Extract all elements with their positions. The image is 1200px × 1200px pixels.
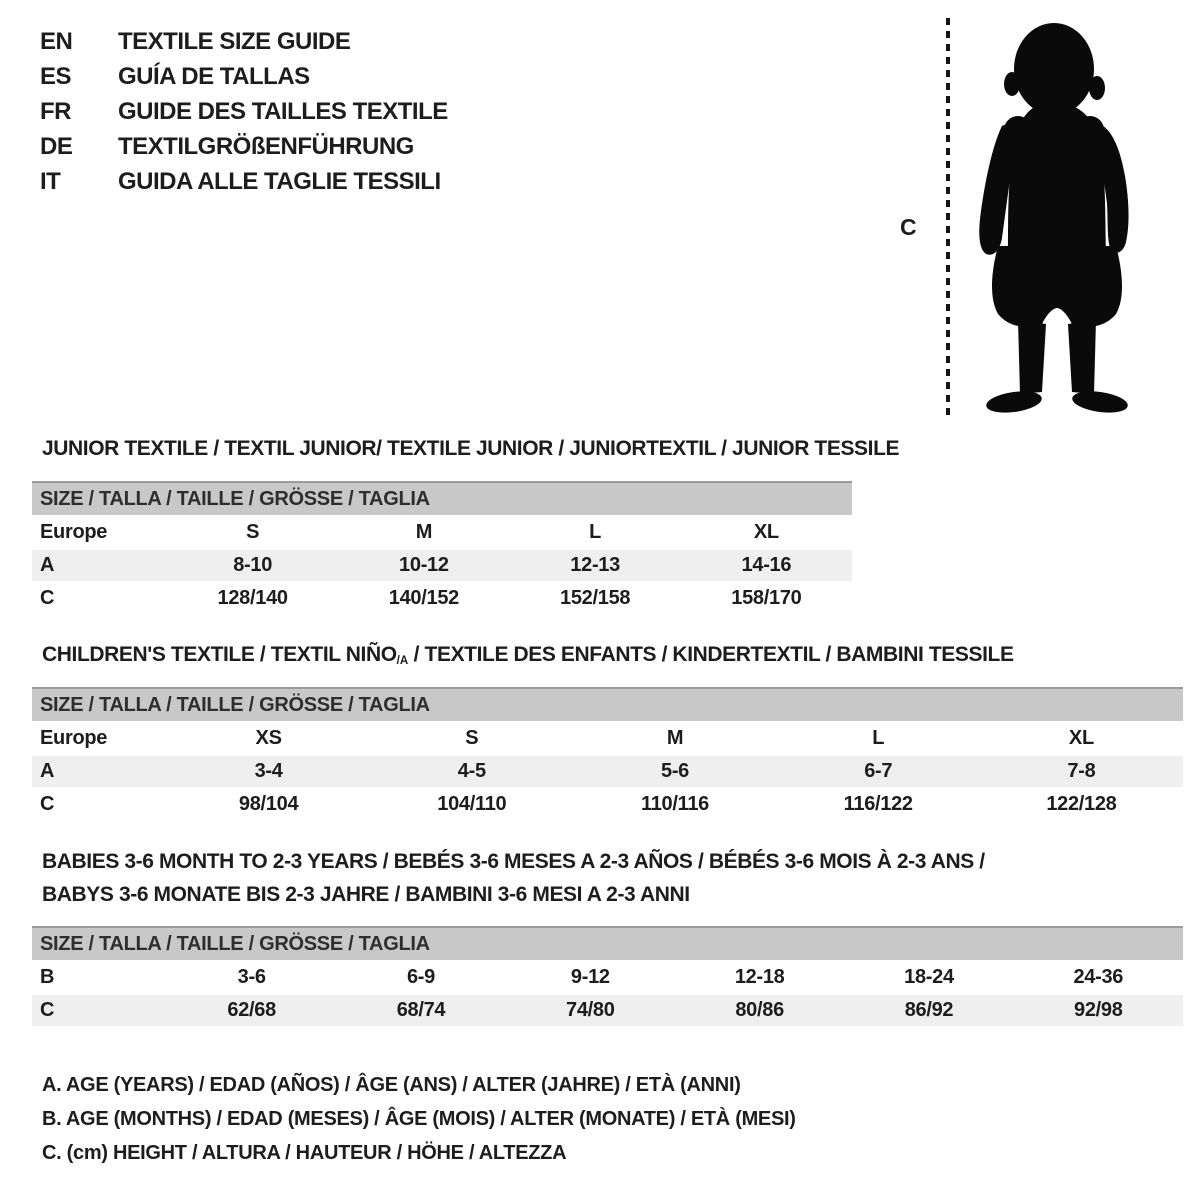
- height-cell: 86/92: [904, 999, 954, 1021]
- table-row: [32, 995, 1183, 1026]
- junior-size-table: [32, 481, 852, 614]
- age-cell: 7-8: [1067, 760, 1096, 782]
- height-cell: 122/128: [1046, 793, 1117, 815]
- legend-line-c: C. (cm) HEIGHT / ALTURA / HAUTEUR / HÖHE / ALTEZZA: [42, 1142, 567, 1164]
- age-cell: 12-13: [570, 554, 620, 576]
- height-cell: 98/104: [238, 793, 299, 815]
- children-title-pre: CHILDREN'S TEXTILE / TEXTIL NIÑO: [42, 643, 397, 666]
- table-row: [32, 517, 852, 548]
- height-cell: 158/170: [731, 587, 802, 609]
- children-size-table: [32, 687, 1183, 820]
- row-label: C: [40, 999, 55, 1021]
- lang-code: DE: [40, 133, 73, 160]
- row-label: Europe: [40, 521, 108, 543]
- table-row: [32, 789, 1183, 820]
- table-row: [32, 550, 852, 581]
- table-row: [32, 962, 1183, 993]
- legend-line-b: B. AGE (MONTHS) / EDAD (MESES) / ÂGE (MOIS) / ALTER (MONATE) / ETÀ (MESI): [42, 1108, 796, 1130]
- size-cell: L: [872, 727, 885, 749]
- height-cell: 116/122: [843, 793, 913, 815]
- children-size-header-bar: SIZE / TALLA / TAILLE / GRÖSSE / TAGLIA: [32, 687, 1183, 721]
- lang-code: EN: [40, 28, 73, 55]
- age-cell: 14-16: [741, 554, 792, 576]
- row-label: C: [40, 587, 55, 609]
- height-measure-label: C: [900, 214, 917, 240]
- babies-size-table: [32, 926, 1183, 1026]
- age-cell: 3-4: [254, 760, 283, 782]
- lang-row-es: [40, 65, 448, 89]
- table-row: [32, 723, 1183, 754]
- table-row: [32, 583, 852, 614]
- table-row: [32, 756, 1183, 787]
- age-cell: 9-12: [570, 966, 610, 988]
- size-cell: M: [666, 727, 684, 749]
- lang-title: GUIDE DES TAILLES TEXTILE: [118, 98, 448, 125]
- height-cell: 140/152: [388, 587, 459, 609]
- age-cell: 3-6: [237, 966, 266, 988]
- lang-code: FR: [40, 98, 71, 125]
- lang-row-de: [40, 135, 448, 159]
- size-cell: M: [415, 521, 433, 543]
- row-label: C: [40, 793, 55, 815]
- height-dashed-line: [946, 18, 950, 418]
- age-cell: 8-10: [233, 554, 273, 576]
- size-cell: XL: [1068, 727, 1094, 749]
- age-cell: 6-9: [406, 966, 435, 988]
- height-cell: 152/158: [560, 587, 631, 609]
- junior-section-title: JUNIOR TEXTILE / TEXTIL JUNIOR/ TEXTILE JUNIOR / JUNIORTEXTIL / JUNIOR TESSILE: [42, 437, 900, 460]
- row-label: A: [40, 760, 55, 782]
- height-cell: 74/80: [566, 999, 615, 1021]
- lang-title: GUIDA ALLE TAGLIE TESSILI: [118, 168, 441, 195]
- measurement-legend: [42, 1074, 796, 1176]
- age-cell: 24-36: [1073, 966, 1124, 988]
- junior-size-header-bar: SIZE / TALLA / TAILLE / GRÖSSE / TAGLIA: [32, 481, 852, 515]
- height-cell: 128/140: [217, 587, 288, 609]
- height-cell: 80/86: [735, 999, 784, 1021]
- lang-title: GUÍA DE TALLAS: [118, 63, 310, 90]
- babies-section-title-line2: BABYS 3-6 MONATE BIS 2-3 JAHRE / BAMBINI 3-6 MESI A 2-3 ANNI: [42, 883, 690, 906]
- lang-code: IT: [40, 168, 61, 195]
- lang-title: TEXTILGRÖßENFÜHRUNG: [118, 133, 414, 160]
- age-cell: 18-24: [904, 966, 954, 988]
- lang-title: TEXTILE SIZE GUIDE: [118, 28, 351, 55]
- age-cell: 12-18: [734, 966, 785, 988]
- row-label: Europe: [40, 727, 108, 749]
- row-label: A: [40, 554, 55, 576]
- height-cell: 104/110: [437, 793, 507, 815]
- lang-row-fr: [40, 100, 448, 124]
- age-cell: 10-12: [399, 554, 449, 576]
- height-cell: 92/98: [1074, 999, 1123, 1021]
- children-section-title: [42, 643, 1014, 667]
- lang-code: ES: [40, 63, 72, 90]
- children-title-post: / TEXTILE DES ENFANTS / KINDERTEXTIL / BAMBINI TESSILE: [408, 643, 1014, 666]
- age-cell: 4-5: [457, 760, 486, 782]
- lang-row-en: [40, 30, 448, 54]
- lang-row-it: [40, 170, 448, 194]
- row-label: B: [40, 966, 55, 988]
- babies-section-title-line1: BABIES 3-6 MONTH TO 2-3 YEARS / BEBÉS 3-6 MESES A 2-3 AÑOS / BÉBÉS 3-6 MOIS À 2-3 ANS /: [42, 850, 985, 873]
- height-cell: 110/116: [641, 793, 709, 815]
- size-cell: XL: [753, 521, 779, 543]
- height-cell: 62/68: [227, 999, 276, 1021]
- size-cell: S: [465, 727, 479, 749]
- toddler-silhouette-icon: [962, 14, 1142, 419]
- language-title-list: [40, 30, 448, 205]
- babies-size-header-bar: SIZE / TALLA / TAILLE / GRÖSSE / TAGLIA: [32, 926, 1183, 960]
- size-cell: S: [246, 521, 260, 543]
- age-cell: 6-7: [864, 760, 893, 782]
- children-title-sub: /A: [396, 654, 409, 667]
- age-cell: 5-6: [661, 760, 690, 782]
- size-cell: L: [589, 521, 602, 543]
- size-cell: XS: [255, 727, 282, 749]
- height-cell: 68/74: [396, 999, 446, 1021]
- legend-line-a: A. AGE (YEARS) / EDAD (AÑOS) / ÂGE (ANS) / ALTER (JAHRE) / ETÀ (ANNI): [42, 1074, 741, 1096]
